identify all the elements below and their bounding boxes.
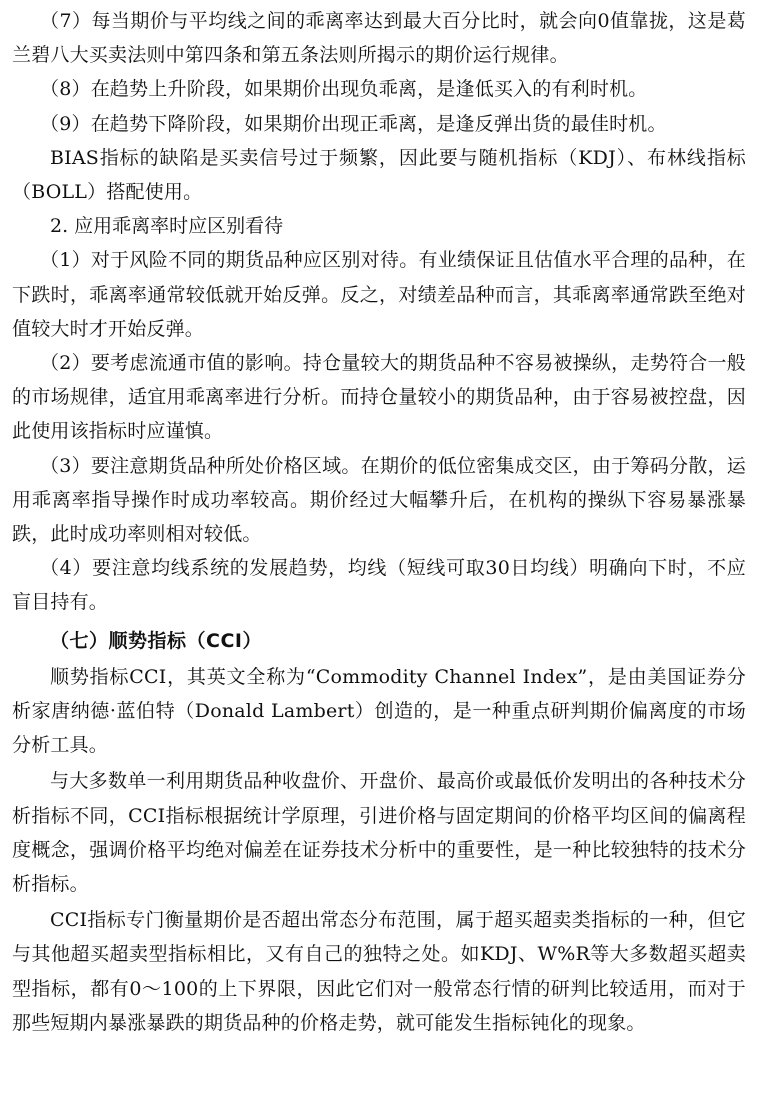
paragraph-bias-drawback: BIAS指标的缺陷是买卖信号过于频繁，因此要与随机指标（KDJ）、布林线指标（BOLL）搭配使用。 — [12, 146, 746, 204]
paragraph-application-1: （1）对于风险不同的期货品种应区别对待。有业绩保证且估值水平合理的品种，在下跌时，乖离率通常较低就开始反弹。反之，对绩差品种而言，其乖离率通常跌至绝对值较大时才开始反弹。 — [12, 249, 746, 340]
section-heading-cci: （七）顺势指标（CCI） — [50, 629, 262, 652]
paragraph-rule-8: （8）在趋势上升阶段，如果期价出现负乖离，是逢低买入的有利时机。 — [40, 78, 648, 101]
paragraph-rule-9: （9）在趋势下降阶段，如果期价出现正乖离，是逢反弹出货的最佳时机。 — [40, 112, 667, 135]
paragraph-application-4: （4）要注意均线系统的发展趋势，均线（短线可取30日均线）明确向下时，不应盲目持有。 — [12, 557, 746, 614]
paragraph-application-2: （2）要考虑流通市值的影响。持仓量较大的期货品种不容易被操纵，走势符合一般的市场规律，适宜用乖离率进行分析。而持仓量较小的期货品种，由于容易被控盘，因此使用该指标时应谨慎。 — [12, 352, 746, 443]
paragraph-cci-difference: 与大多数单一利用期货品种收盘价、开盘价、最高价或最低价发明出的各种技术分析指标不同，CCI指标根据统计学原理，引进价格与固定期间的价格平均区间的偏离程度概念，强调价格平均绝对偏差在证券技术分析中的重要性，是一种比较独特的技术分析指标。 — [12, 770, 746, 896]
paragraph-rule-7: （7）每当期价与平均线之间的乖离率达到最大百分比时，就会向0值靠拢，这是葛兰碧八大买卖法则中第四条和第五条法则所揭示的期价运行规律。 — [12, 10, 746, 67]
paragraph-cci-intro: 顺势指标CCI，其英文全称为“Commodity Channel Index”，是由美国证券分析家唐纳德·蓝伯特（Donald Lambert）创造的，是一种重点研判期价偏离度的市场分析工具。 — [12, 665, 746, 757]
paragraph-cci-characteristics: CCI指标专门衡量期价是否超出常态分布范围，属于超买超卖类指标的一种，但它与其他超买超卖型指标相比，又有自己的独特之处。如KDJ、W%R等大多数超买超卖型指标，都有0～100的上下界限，因此它们对一般常态行情的研判比较适用，而对于那些短期内暴涨暴跌的期货品种的价格走势，就可能发生指标钝化的现象。 — [12, 909, 746, 1034]
paragraph-application-3: （3）要注意期货品种所处价格区域。在期价的低位密集成交区，由于筹码分散，运用乖离率指导操作时成功率较高。期价经过大幅攀升后，在机构的操纵下容易暴涨暴跌，此时成功率则相对较低。 — [12, 454, 746, 546]
subheading-bias-application: 2. 应用乖离率时应区别看待 — [50, 215, 284, 238]
